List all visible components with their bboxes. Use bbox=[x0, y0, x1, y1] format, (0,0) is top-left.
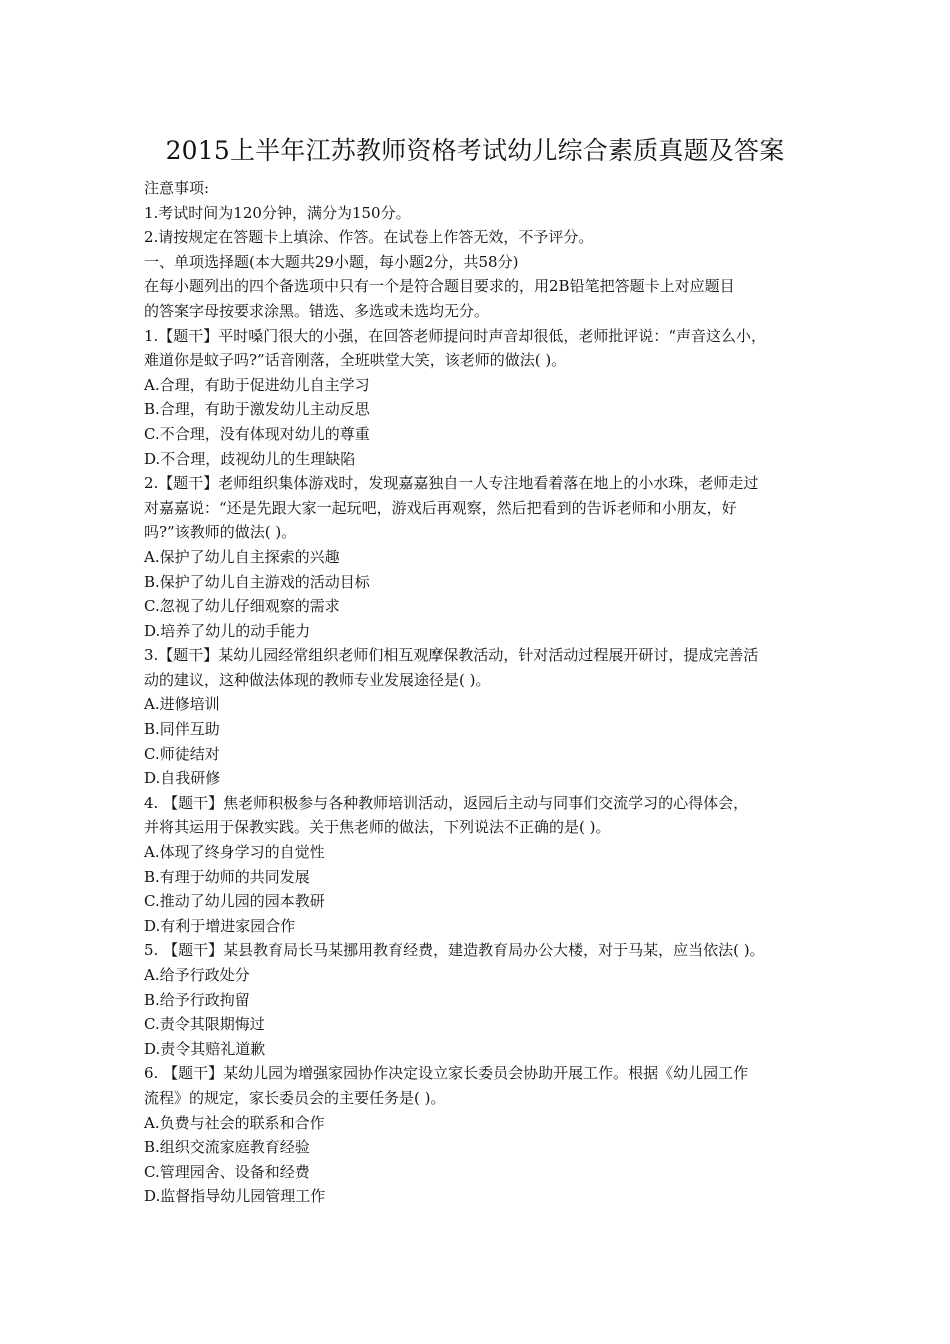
question-2 bbox=[144, 471, 812, 643]
question-stem: 1.【题干】平时嗓门很大的小强，在回答老师提问时声音却很低，老师批评说：“声音这么小， bbox=[144, 326, 766, 345]
question-3 bbox=[144, 643, 812, 791]
option-c: C.推动了幼儿园的园本教研 bbox=[144, 892, 325, 911]
option-d: D.有利于增进家园合作 bbox=[144, 916, 296, 935]
option-a: A.进修培训 bbox=[144, 695, 220, 714]
option-c: C.管理园舍、设备和经费 bbox=[144, 1162, 310, 1181]
option-d: D.自我研修 bbox=[144, 769, 221, 788]
question-stem: 并将其运用于保教实践。关于焦老师的做法，下列说法不正确的是( )。 bbox=[144, 818, 611, 837]
section-instructions: 在每小题列出的四个备选项中只有一个是符合题目要求的，用2B铅笔把答题卡上对应题目 bbox=[144, 277, 735, 296]
option-c: C.师徒结对 bbox=[144, 744, 220, 763]
option-b: B.有理于幼师的共同发展 bbox=[144, 867, 310, 886]
question-stem: 6. 【题干】某幼儿园为增强家园协作决定设立家长委员会协助开展工作。根据《幼儿园工作 bbox=[144, 1064, 749, 1083]
option-b: B.合理，有助于激发幼儿主动反思 bbox=[144, 400, 370, 419]
option-d: D.培养了幼儿的动手能力 bbox=[144, 621, 311, 640]
notes-heading: 注意事项: bbox=[144, 179, 210, 197]
question-1 bbox=[144, 324, 812, 472]
option-d: D.不合理，歧视幼儿的生理缺陷 bbox=[144, 449, 356, 468]
notes-item: 1.考试时间为120分钟，满分为150分。 bbox=[144, 203, 411, 222]
option-a: A.体现了终身学习的自觉性 bbox=[144, 843, 325, 862]
question-stem: 4. 【题干】焦老师积极参与各种教师培训活动，返园后主动与同事们交流学习的心得体会， bbox=[144, 793, 749, 812]
question-stem: 3.【题干】某幼儿园经常组织老师们相互观摩保教活动，针对活动过程展开研讨，提成完善活 bbox=[144, 646, 759, 665]
question-stem: 对嘉嘉说：“还是先跟大家一起玩吧，游戏后再观察，然后把看到的告诉老师和小朋友，好 bbox=[144, 498, 737, 517]
option-a: A.保护了幼儿自主探索的兴趣 bbox=[144, 547, 340, 566]
option-d: D.监督指导幼儿园管理工作 bbox=[144, 1187, 326, 1206]
option-b: B.组织交流家庭教育经验 bbox=[144, 1138, 310, 1157]
question-stem: 5. 【题干】某县教育局长马某挪用教育经费，建造教育局办公大楼，对于马某，应当依法( )。 bbox=[144, 941, 765, 960]
option-c: C.不合理，没有体现对幼儿的尊重 bbox=[144, 424, 370, 443]
question-5 bbox=[144, 938, 812, 1061]
document-title: 2015上半年江苏教师资格考试幼儿综合素质真题及答案 bbox=[165, 136, 785, 165]
section-instructions: 的答案字母按要求涂黑。错选、多选或未选均无分。 bbox=[144, 301, 490, 320]
question-stem: 动的建议，这种做法体现的教师专业发展途径是( )。 bbox=[144, 670, 491, 689]
question-stem: 吗?”该教师的做法( )。 bbox=[144, 523, 297, 542]
document-body bbox=[144, 176, 812, 1209]
notes-item: 2.请按规定在答题卡上填涂、作答。在试卷上作答无效，不予评分。 bbox=[144, 228, 594, 247]
question-stem: 流程》的规定，家长委员会的主要任务是( )。 bbox=[144, 1088, 446, 1107]
option-a: A.给予行政处分 bbox=[144, 966, 250, 984]
option-b: B.给予行政拘留 bbox=[144, 990, 250, 1009]
option-a: A.负费与社会的联系和合作 bbox=[144, 1113, 325, 1132]
option-b: B.同伴互助 bbox=[144, 720, 220, 739]
option-b: B.保护了幼儿自主游戏的活动目标 bbox=[144, 572, 370, 591]
question-stem: 2.【题干】老师组织集体游戏时，发现嘉嘉独自一人专注地看着落在地上的小水珠，老师走过 bbox=[144, 474, 759, 493]
option-d: D.责令其赔礼道歉 bbox=[144, 1039, 266, 1058]
option-a: A.合理，有助于促进幼儿自主学习 bbox=[144, 375, 370, 394]
section-heading: 一、单项选择题(本大题共29小题，每小题2分，共58分) bbox=[144, 252, 519, 271]
option-c: C.责令其限期悔过 bbox=[144, 1015, 265, 1034]
question-6 bbox=[144, 1061, 812, 1209]
question-4 bbox=[144, 791, 812, 939]
question-stem: 难道你是蚊子吗?”话音刚落，全班哄堂大笑，该老师的做法( )。 bbox=[144, 351, 567, 370]
option-c: C.忽视了幼儿仔细观察的需求 bbox=[144, 597, 340, 616]
